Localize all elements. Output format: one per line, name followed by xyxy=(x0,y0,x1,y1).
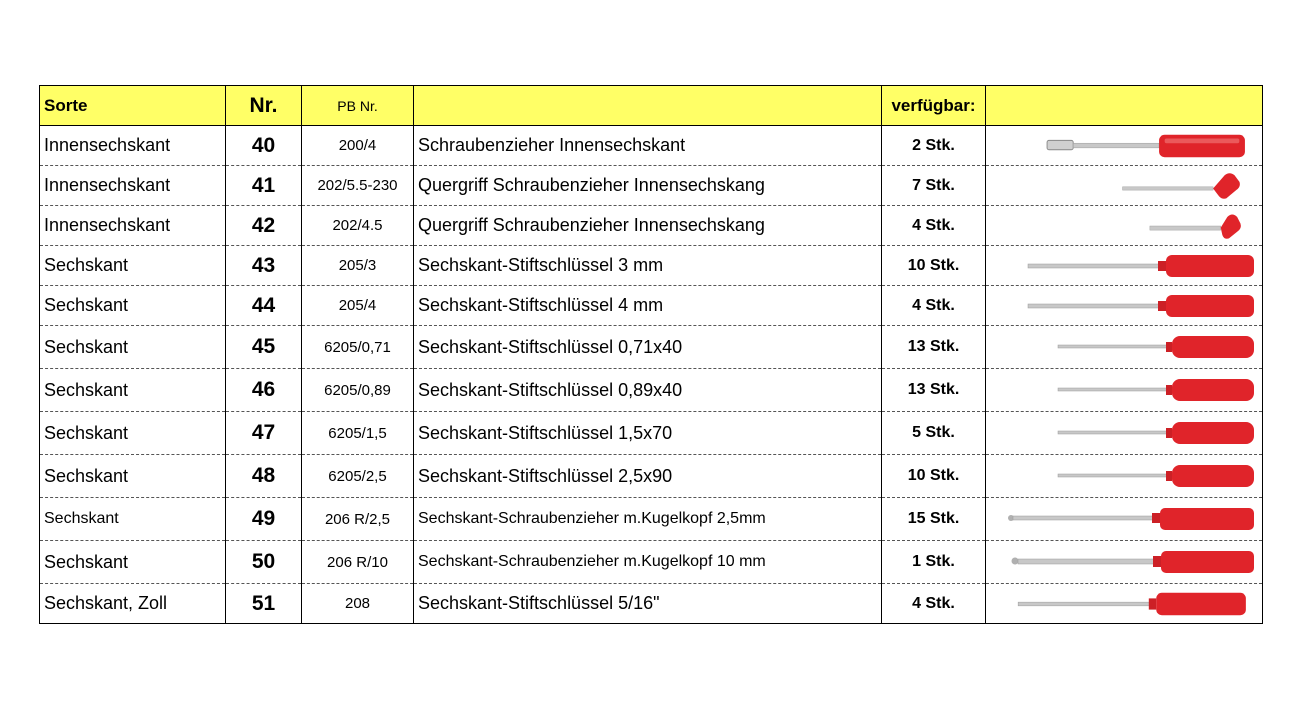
table-row xyxy=(40,286,1263,326)
socket-screwdriver-icon xyxy=(1036,132,1256,160)
ball-end-screwdriver-icon xyxy=(1010,548,1256,576)
hex-screwdriver-icon xyxy=(1026,252,1256,280)
cell-image xyxy=(986,166,1263,206)
cell-description: Quergriff Schraubenzieher Innensechskang xyxy=(414,166,882,206)
cell-description: Sechskant-Stiftschlüssel 0,71x40 xyxy=(414,326,882,369)
cell-nr: 47 xyxy=(226,412,302,455)
cell-sorte: Sechskant, Zoll xyxy=(40,584,226,624)
cell-pb-nr: 6205/0,89 xyxy=(302,369,414,412)
table-row xyxy=(40,369,1263,412)
cell-image xyxy=(986,584,1263,624)
cell-nr: 48 xyxy=(226,455,302,498)
cell-pb-nr: 205/4 xyxy=(302,286,414,326)
cell-available: 4 Stk. xyxy=(882,286,986,326)
header-available: verfügbar: xyxy=(882,86,986,126)
cell-nr: 50 xyxy=(226,541,302,584)
cell-available: 15 Stk. xyxy=(882,498,986,541)
cell-available: 4 Stk. xyxy=(882,206,986,246)
cell-nr: 42 xyxy=(226,206,302,246)
t-handle-key-icon xyxy=(1136,212,1256,240)
cell-sorte: Sechskant xyxy=(40,246,226,286)
cell-pb-nr: 6205/1,5 xyxy=(302,412,414,455)
cell-description: Sechskant-Stiftschlüssel 1,5x70 xyxy=(414,412,882,455)
cell-description: Sechskant-Schraubenzieher m.Kugelkopf 10 mm xyxy=(414,541,882,584)
cell-image xyxy=(986,126,1263,166)
cell-sorte: Sechskant xyxy=(40,541,226,584)
table-row xyxy=(40,541,1263,584)
cell-sorte: Sechskant xyxy=(40,286,226,326)
cell-available: 4 Stk. xyxy=(882,584,986,624)
hex-screwdriver-icon xyxy=(1056,462,1256,490)
table-row xyxy=(40,206,1263,246)
cell-pb-nr: 206 R/10 xyxy=(302,541,414,584)
cell-description: Quergriff Schraubenzieher Innensechskang xyxy=(414,206,882,246)
cell-nr: 45 xyxy=(226,326,302,369)
cell-pb-nr: 208 xyxy=(302,584,414,624)
cell-nr: 46 xyxy=(226,369,302,412)
cell-pb-nr: 205/3 xyxy=(302,246,414,286)
cell-description: Sechskant-Stiftschlüssel 5/16" xyxy=(414,584,882,624)
cell-available: 7 Stk. xyxy=(882,166,986,206)
header-sorte: Sorte xyxy=(40,86,226,126)
hex-screwdriver-icon xyxy=(1026,292,1256,320)
table-row xyxy=(40,412,1263,455)
table-row xyxy=(40,455,1263,498)
cell-available: 13 Stk. xyxy=(882,326,986,369)
cell-sorte: Sechskant xyxy=(40,369,226,412)
hex-screwdriver-icon xyxy=(1056,419,1256,447)
cell-pb-nr: 200/4 xyxy=(302,126,414,166)
hex-screwdriver-icon xyxy=(1056,333,1256,361)
cell-sorte: Sechskant xyxy=(40,455,226,498)
cell-description: Sechskant-Stiftschlüssel 4 mm xyxy=(414,286,882,326)
cell-image xyxy=(986,455,1263,498)
cell-image xyxy=(986,246,1263,286)
cell-sorte: Sechskant xyxy=(40,498,226,541)
cell-available: 1 Stk. xyxy=(882,541,986,584)
cell-pb-nr: 202/4.5 xyxy=(302,206,414,246)
cell-image xyxy=(986,369,1263,412)
header-row xyxy=(40,86,1263,126)
cell-description: Sechskant-Stiftschlüssel 2,5x90 xyxy=(414,455,882,498)
cell-nr: 41 xyxy=(226,166,302,206)
cell-description: Schraubenzieher Innensechskant xyxy=(414,126,882,166)
cell-available: 2 Stk. xyxy=(882,126,986,166)
header-nr: Nr. xyxy=(226,86,302,126)
cell-description: Sechskant-Schraubenzieher m.Kugelkopf 2,5mm xyxy=(414,498,882,541)
table-row xyxy=(40,126,1263,166)
cell-pb-nr: 6205/0,71 xyxy=(302,326,414,369)
cell-nr: 51 xyxy=(226,584,302,624)
cell-nr: 40 xyxy=(226,126,302,166)
cell-image xyxy=(986,498,1263,541)
table-row xyxy=(40,584,1263,624)
cell-description: Sechskant-Stiftschlüssel 0,89x40 xyxy=(414,369,882,412)
cell-available: 10 Stk. xyxy=(882,455,986,498)
cell-pb-nr: 202/5.5-230 xyxy=(302,166,414,206)
header-image xyxy=(986,86,1263,126)
cell-sorte: Sechskant xyxy=(40,412,226,455)
cell-sorte: Innensechskant xyxy=(40,126,226,166)
cell-sorte: Innensechskant xyxy=(40,166,226,206)
t-handle-key-icon xyxy=(1106,172,1256,200)
cell-available: 10 Stk. xyxy=(882,246,986,286)
header-description xyxy=(414,86,882,126)
cell-image xyxy=(986,412,1263,455)
hex-screwdriver-icon xyxy=(1008,590,1256,618)
cell-pb-nr: 6205/2,5 xyxy=(302,455,414,498)
cell-available: 5 Stk. xyxy=(882,412,986,455)
cell-description: Sechskant-Stiftschlüssel 3 mm xyxy=(414,246,882,286)
header-pb-nr: PB Nr. xyxy=(302,86,414,126)
cell-nr: 49 xyxy=(226,498,302,541)
inventory-table xyxy=(39,85,1263,624)
cell-sorte: Sechskant xyxy=(40,326,226,369)
cell-image xyxy=(986,286,1263,326)
cell-pb-nr: 206 R/2,5 xyxy=(302,498,414,541)
cell-image xyxy=(986,206,1263,246)
table-row xyxy=(40,246,1263,286)
cell-nr: 44 xyxy=(226,286,302,326)
cell-available: 13 Stk. xyxy=(882,369,986,412)
cell-image xyxy=(986,541,1263,584)
cell-nr: 43 xyxy=(226,246,302,286)
ball-end-screwdriver-icon xyxy=(1006,505,1256,533)
table-row xyxy=(40,326,1263,369)
hex-screwdriver-icon xyxy=(1056,376,1256,404)
table-row xyxy=(40,498,1263,541)
cell-sorte: Innensechskant xyxy=(40,206,226,246)
cell-image xyxy=(986,326,1263,369)
table-row xyxy=(40,166,1263,206)
